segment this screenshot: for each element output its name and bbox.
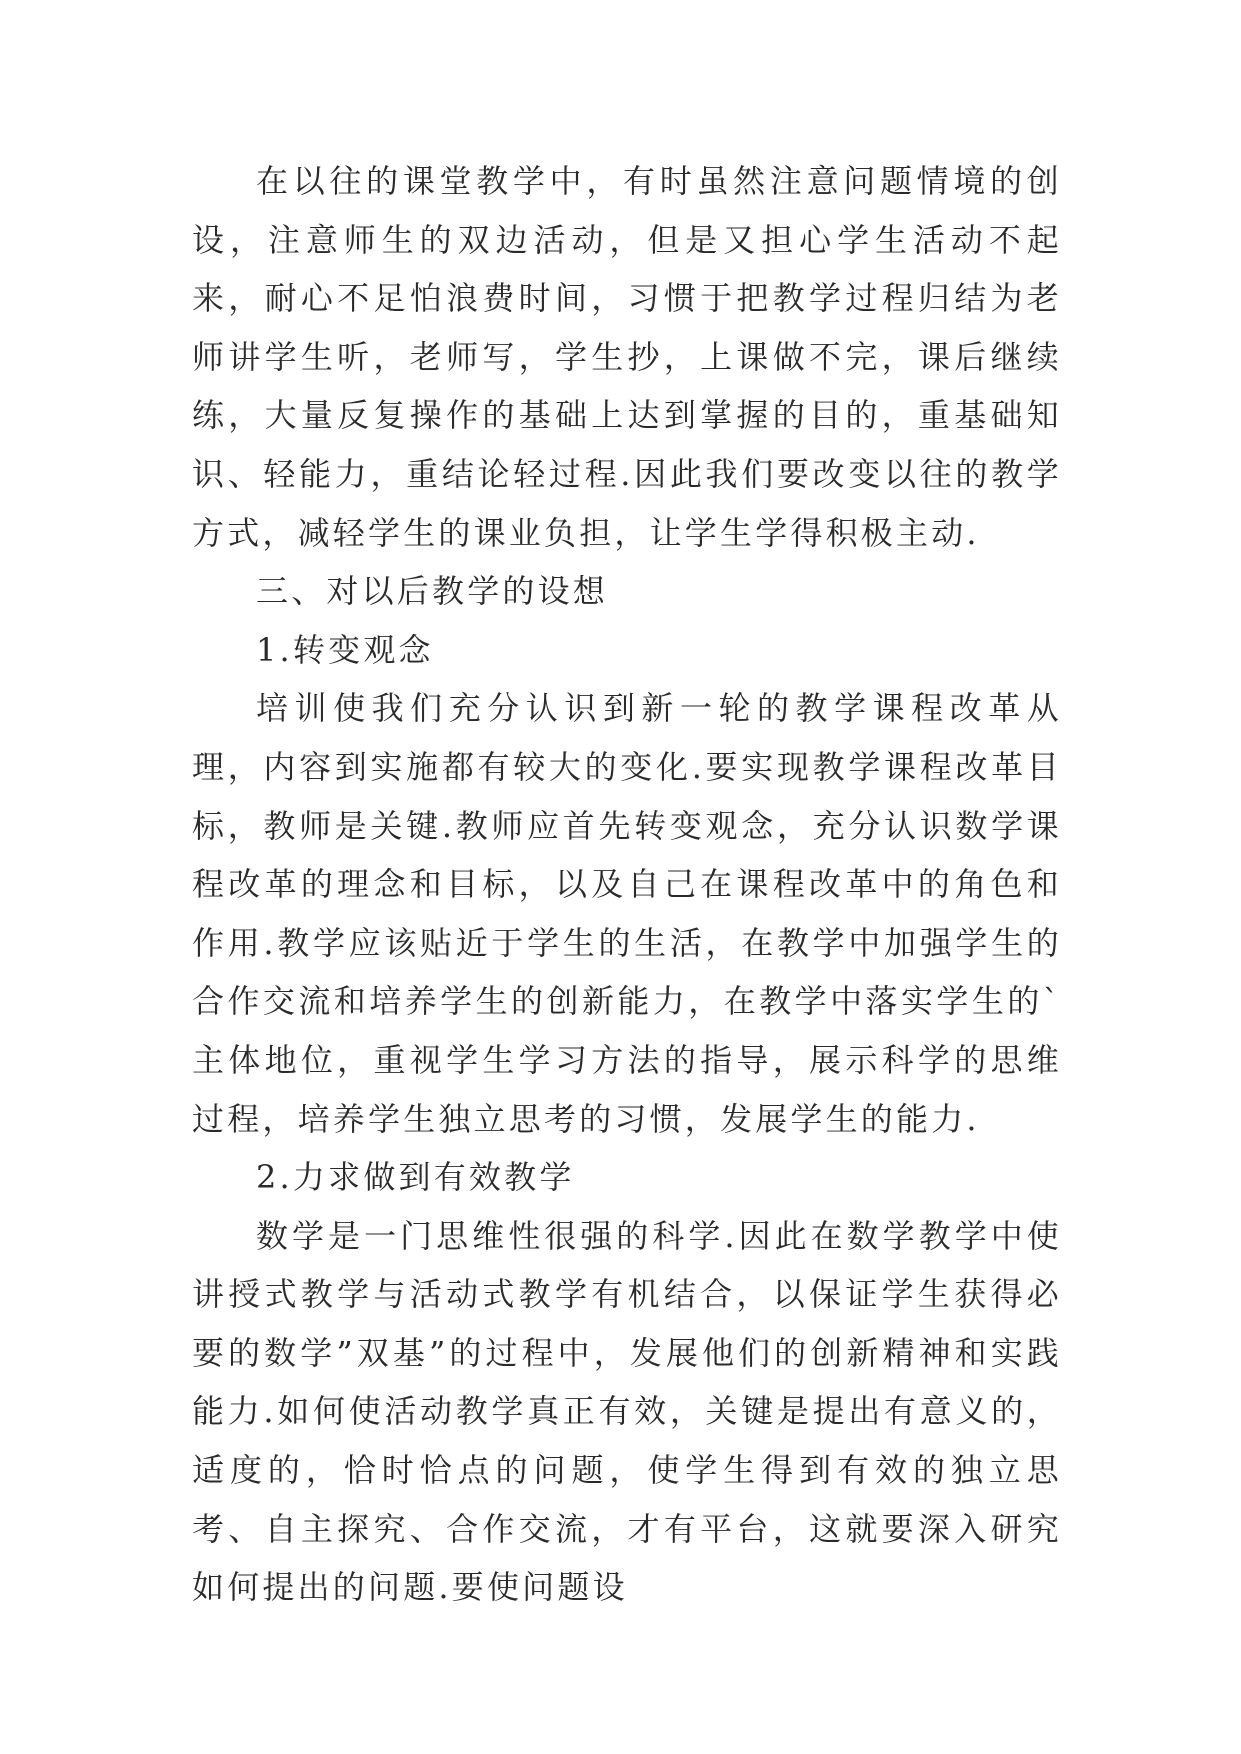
subheading-effective-teaching: 2.力求做到有效教学 bbox=[256, 1158, 575, 1197]
subheading-change-concepts: 1.转变观念 bbox=[256, 630, 434, 669]
paragraph-change-concepts: 培训使我们充分认识到新一轮的教学课程改革从理，内容到实施都有较大的变化.要实现教学课程改革目标，教师是关键.教师应首先转变观念，充分认识数学课程改革的理念和目标，以及自己在课程改革中的角色和作用.教学应该贴近于学生的生活，在教学中加强学生的合作交流和培养学生的创新能力，在教学中落实学生的`主体地位，重视学生学习方法的指导，展示科学的思维过程，培养学生独立思考的习惯，发展学生的能力. bbox=[192, 689, 1062, 1138]
paragraph-effective-teaching: 数学是一门思维性很强的科学.因此在数学教学中使讲授式教学与活动式教学有机结合，以保证学生获得必要的数学”双基”的过程中，发展他们的创新精神和实践能力.如何使活动教学真正有效，关键是提出有意义的，适度的，恰时恰点的问题，使学生得到有效的独立思考、自主探究、合作交流，才有平台，这就要深入研究如何提出的问题.要使问题设 bbox=[192, 1216, 1062, 1607]
paragraph-teaching-reflection: 在以往的课堂教学中，有时虽然注意问题情境的创设，注意师生的双边活动，但是又担心学生活动不起来，耐心不足怕浪费时间，习惯于把教学过程归结为老师讲学生听，老师写，学生抄，上课做不完，课后继续练，大量反复操作的基础上达到掌握的目的，重基础知识、轻能力，重结论轻过程.因此我们要改变以往的教学方式，减轻学生的课业负担，让学生学得积极主动. bbox=[192, 162, 1062, 552]
section-heading-future-plans: 三、对以后教学的设想 bbox=[256, 572, 609, 611]
document-body bbox=[192, 152, 1062, 1617]
